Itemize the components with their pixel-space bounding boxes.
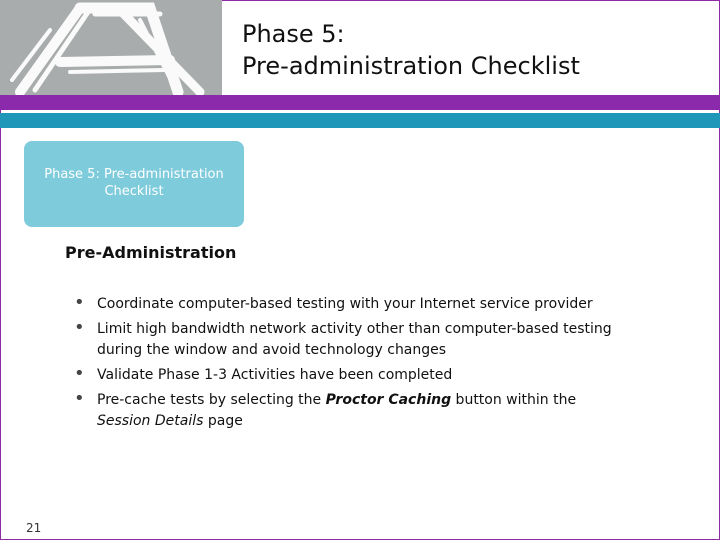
bullet-text-part: page xyxy=(203,413,243,429)
page-title xyxy=(242,18,580,82)
phase-label xyxy=(39,166,229,200)
title-line-1: Phase 5: xyxy=(242,20,345,48)
section-heading: Pre-Administration xyxy=(65,243,237,262)
bullet-text-part: Pre-cache tests by selecting the xyxy=(97,392,326,408)
logo xyxy=(0,0,222,95)
teal-divider-bar xyxy=(0,113,720,128)
bullet-text: • Coordinate computer-based testing with your Internet service provider xyxy=(97,296,593,312)
bullet-text xyxy=(97,390,634,411)
bullet-item xyxy=(74,294,634,315)
bullet-text-part: button within the xyxy=(451,392,577,408)
bullet-text: • Validate Phase 1-3 Activities have been completed xyxy=(97,367,453,383)
proctor-caching-term: Proctor Caching xyxy=(325,392,452,408)
phase-label-line-1: Phase 5: Pre-administration xyxy=(44,167,224,182)
title-line-2: Pre-administration Checklist xyxy=(242,52,580,80)
bullet-text-continued xyxy=(97,411,634,432)
purple-divider-bar xyxy=(0,95,720,110)
letter-a-logo-icon xyxy=(0,0,222,95)
phase-label-box xyxy=(24,141,244,227)
page-number: 21 xyxy=(26,521,42,535)
bullet-item xyxy=(74,365,634,386)
checklist-bullets xyxy=(74,294,634,436)
phase-label-line-2: Checklist xyxy=(104,184,164,199)
bullet-text-continued: during the window and avoid technology changes xyxy=(97,342,447,358)
bullet-item xyxy=(74,319,634,361)
session-details-term: Session Details xyxy=(97,413,204,429)
bullet-item xyxy=(74,390,634,432)
bullet-text: • Limit high bandwidth network activity other than computer-based testing xyxy=(97,321,612,337)
